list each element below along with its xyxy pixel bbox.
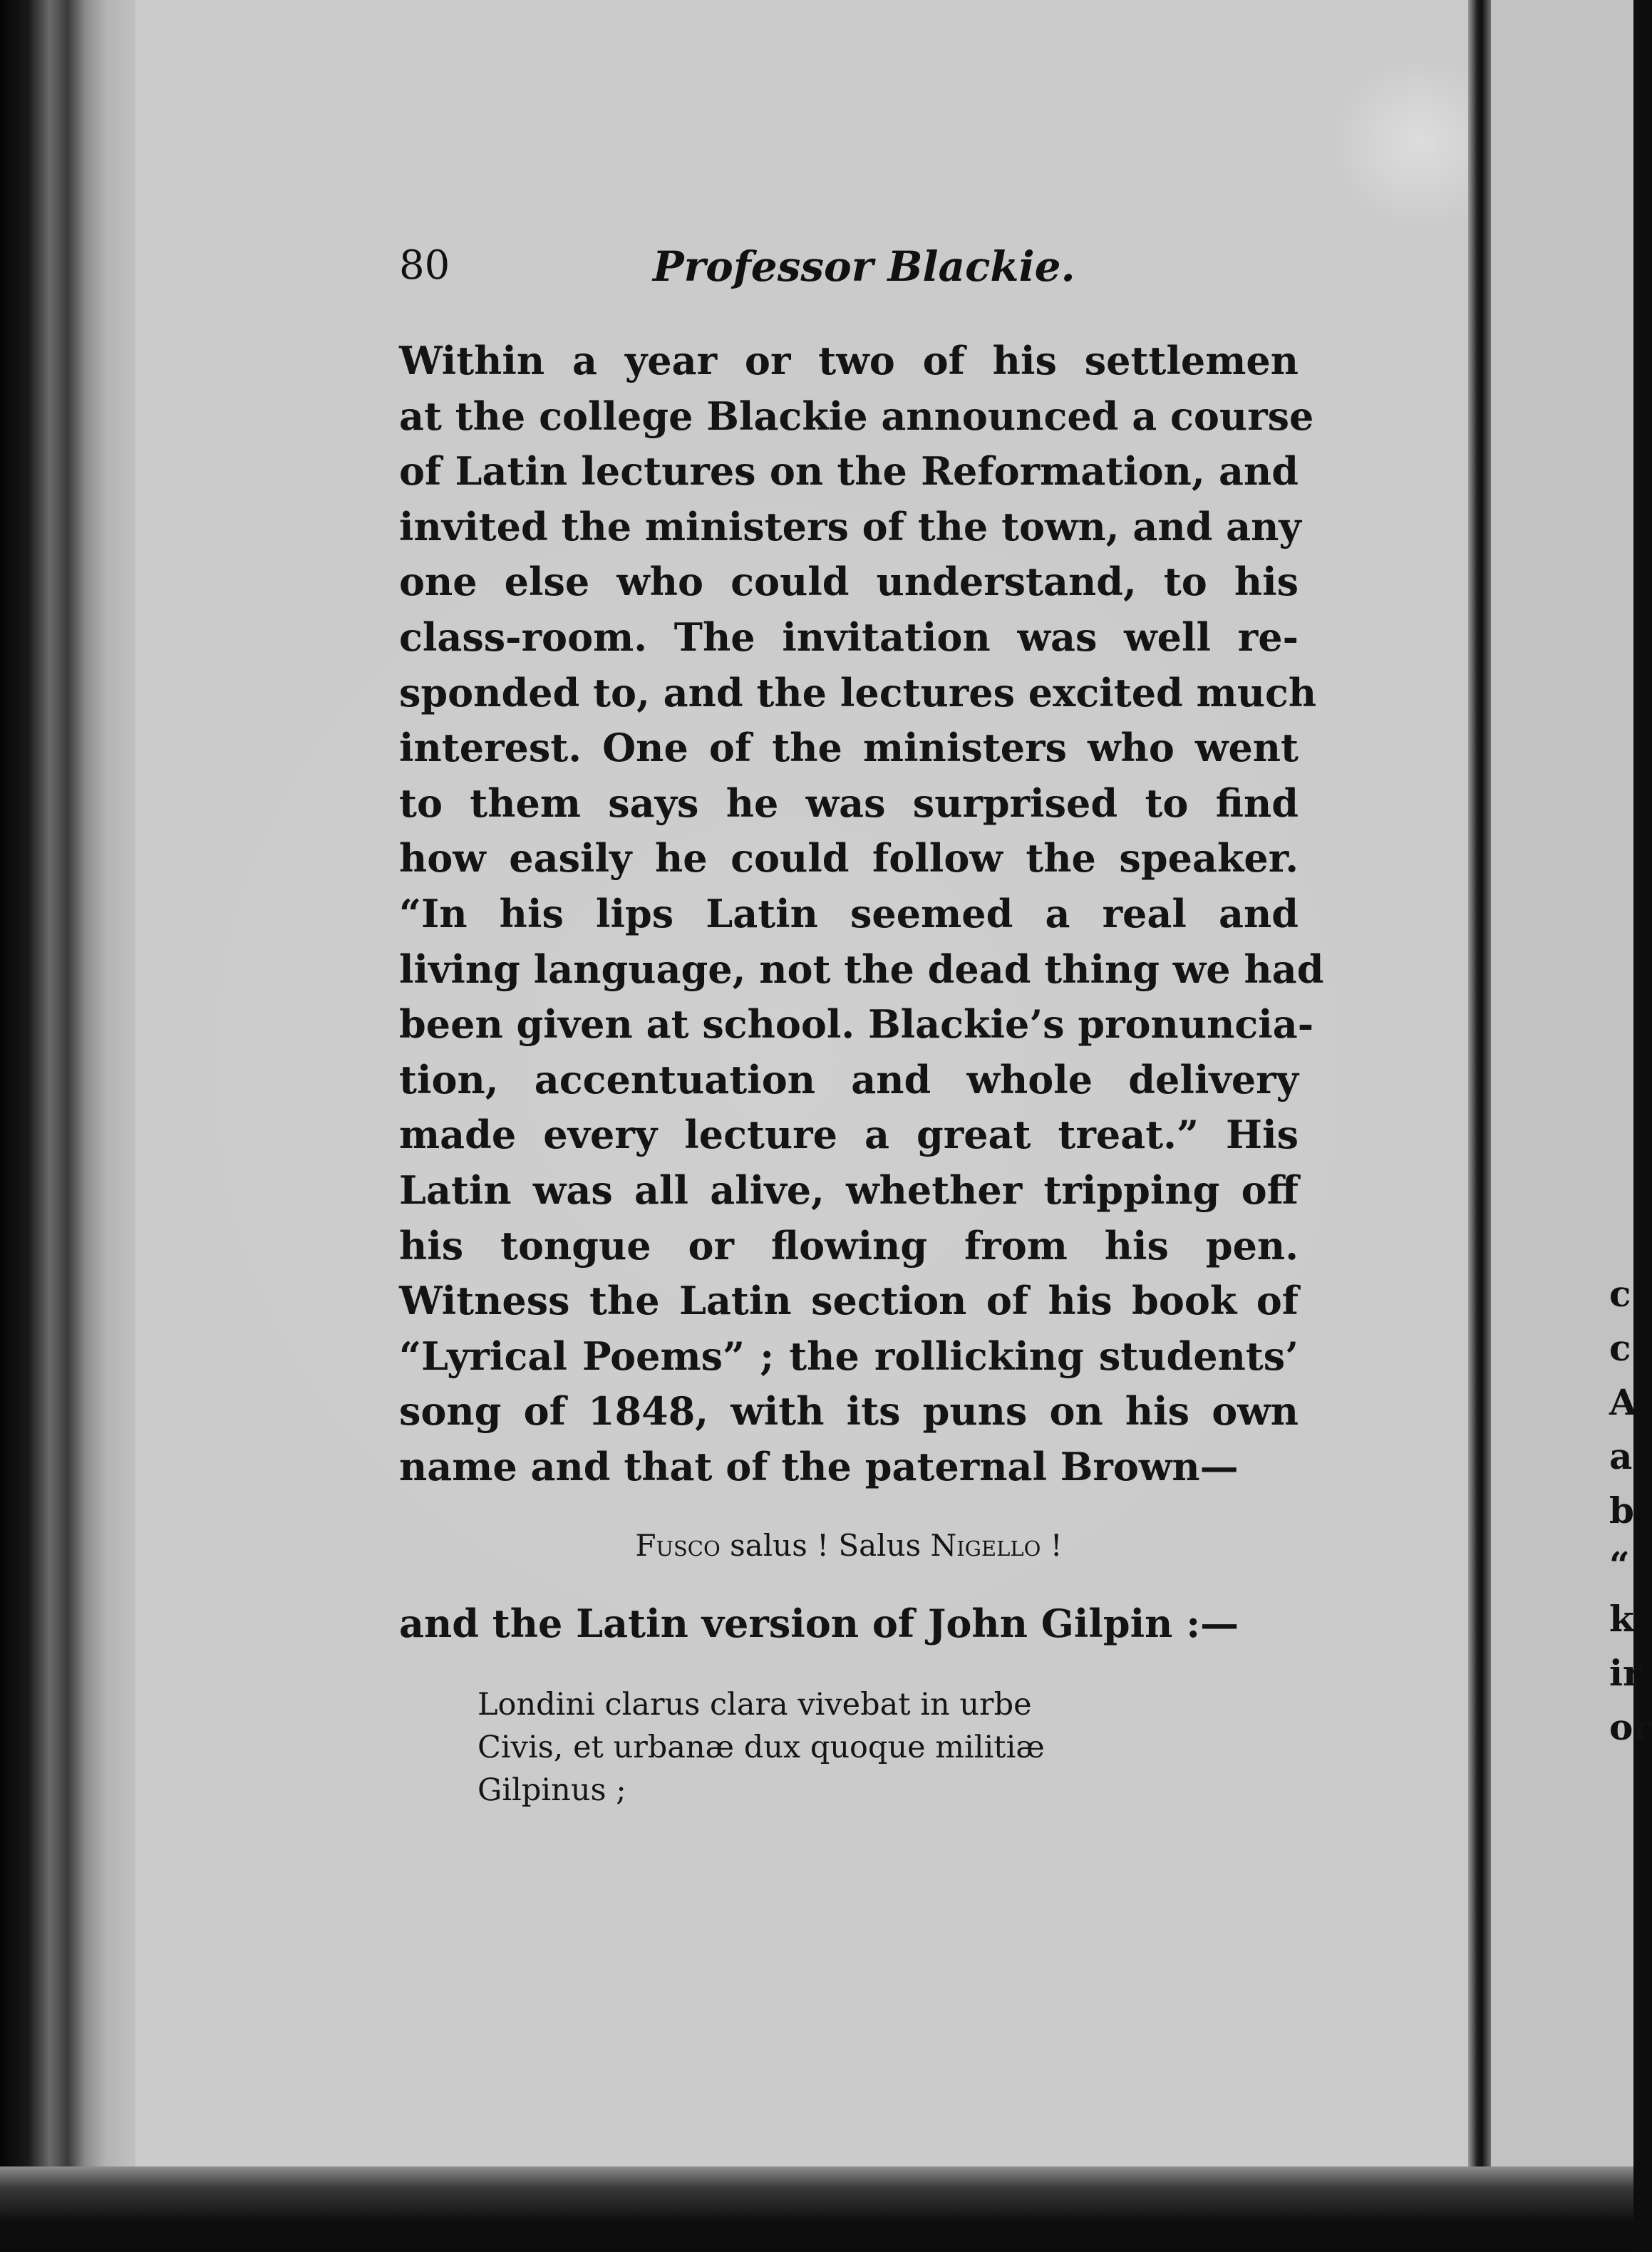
text-line: of Latin lectures on the Reformation, and [399, 448, 1299, 495]
text-line: tion, accentuation and whole delivery [399, 1056, 1299, 1102]
text-line: one else who could understand, to his [399, 559, 1299, 605]
page-number: 80 [399, 242, 450, 289]
text-line: to them says he was surprised to find [399, 780, 1299, 826]
verse-salus: salus ! Salus [720, 1528, 931, 1563]
text-line: invited the ministers of the town, and any [399, 503, 1301, 549]
verse-line [399, 1528, 1299, 1563]
fragment: c [1609, 1327, 1631, 1369]
text-line: living language, not the dead thing we had [399, 946, 1324, 992]
running-title: Professor Blackie. [653, 242, 1075, 291]
text-line: “Lyrical Poems” ; the rollicking students’ [399, 1333, 1299, 1379]
page-bottom-edge [0, 2166, 1633, 2252]
text-line: Within a year or two of his settlemen [399, 338, 1299, 383]
page-header [399, 242, 1297, 299]
fragment: b [1609, 1489, 1634, 1532]
fragment: c [1609, 1273, 1631, 1315]
quote-line: Londini clarus clara vivebat in urbe [477, 1687, 1032, 1722]
facing-page-text-fragments [1609, 1267, 1652, 1755]
text-line: Witness the Latin section of his book of [399, 1278, 1299, 1324]
quote-line: Civis, et urbanæ dux quoque militiæ [477, 1730, 1045, 1765]
text-line: made every lecture a great treat.” His [399, 1112, 1299, 1158]
verse-word-fusco: Fusco [635, 1528, 721, 1563]
facing-page-edge [1491, 0, 1652, 2181]
page-gutter [1468, 0, 1491, 2209]
text-line: name and that of the paternal Brown— [399, 1443, 1239, 1489]
fragment: k [1609, 1598, 1634, 1640]
fragment: or [1609, 1706, 1652, 1748]
text-line: at the college Blackie announced a course [399, 393, 1314, 439]
text-line: his tongue or flowing from his pen. [399, 1222, 1299, 1269]
body-paragraph [399, 334, 1324, 1494]
text-line: song of 1848, with its puns on his own [399, 1388, 1299, 1435]
fragment: “ [1609, 1544, 1630, 1586]
text-line: Latin was all alive, whether tripping off [399, 1167, 1299, 1213]
quote-line: Gilpinus ; [477, 1772, 626, 1808]
fragment: a [1609, 1435, 1633, 1477]
fragment: A [1609, 1381, 1637, 1423]
text-line: sponded to, and the lectures excited much [399, 669, 1317, 716]
intro-line: and the Latin version of John Gilpin :— [399, 1601, 1239, 1646]
latin-quote [477, 1683, 1261, 1812]
text-line: class-room. The invitation was well re- [399, 614, 1299, 660]
text-line: how easily he could follow the speaker. [399, 835, 1299, 882]
verse-end: ! [1041, 1528, 1063, 1563]
fragment: ir [1609, 1652, 1642, 1694]
text-line: interest. One of the ministers who went [399, 725, 1299, 771]
verse-word-nigello: Nigello [930, 1528, 1041, 1563]
book-binding-left [0, 0, 143, 2252]
text-line: “In his lips Latin seemed a real and [399, 890, 1299, 936]
text-line: been given at school. Blackie’s pronuncia- [399, 1001, 1314, 1048]
